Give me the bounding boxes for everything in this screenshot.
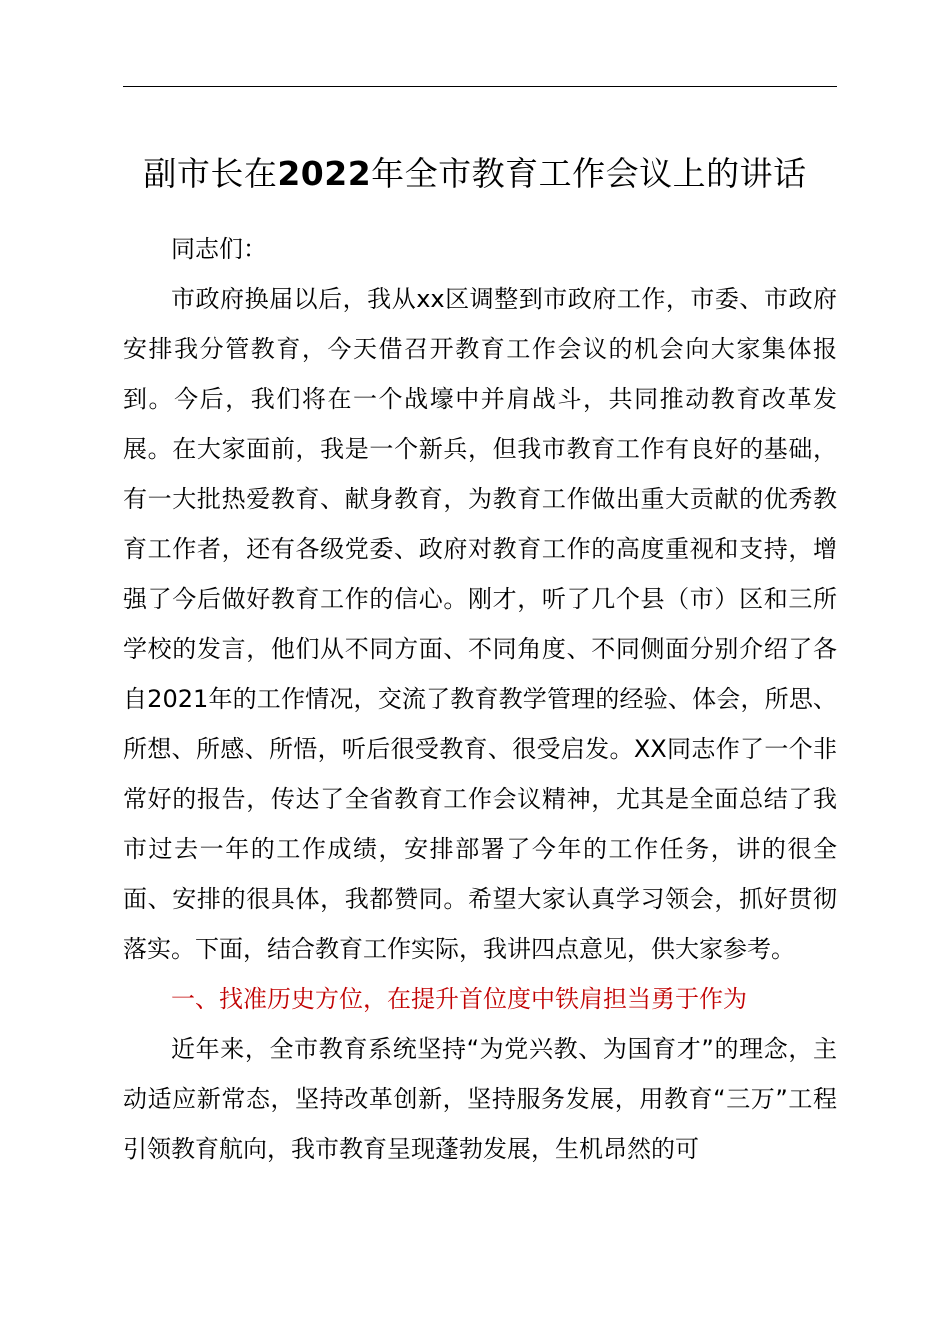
document-title <box>0 150 950 198</box>
paragraph-2: 近年来，全市教育系统坚持“为党兴教、为国育才”的理念，主动适应新常态，坚持改革创新，坚持服务发展，用教育“三万”工程引领教育航向，我市教育呈现蓬勃发展，生机昂然的可 <box>123 1035 837 1163</box>
document-body <box>123 224 837 1174</box>
greeting: 同志们： <box>171 235 267 263</box>
title-suffix: 年全市教育工作会议上的讲话 <box>371 154 807 193</box>
title-prefix: 副市长在 <box>143 154 278 193</box>
title-year: 2022 <box>277 154 372 193</box>
paragraph-1: 市政府换届以后，我从xx区调整到市政府工作，市委、市政府安排我分管教育，今天借召开教育工作会议的机会向大家集体报到。今后，我们将在一个战壕中并肩战斗，共同推动教育改革发展。在大家面前，我是一个新兵，但我市教育工作有良好的基础，有一大批热爱教育、献身教育，为教育工作做出重大贡献的优秀教育工作者，还有各级党委、政府对教育工作的高度重视和支持，增强了今后做好教育工作的信心。刚才，听了几个县（市）区和三所学校的发言，他们从不同方面、不同角度、不同侧面分别介绍了各自2021年的工作情况，交流了教育教学管理的经验、体会，所思、所想、所感、所悟，听后很受教育、很受启发。XX同志作了一个非常好的报告，传达了全省教育工作会议精神，尤其是全面总结了我市过去一年的工作成绩，安排部署了今年的工作任务，讲的很全面、安排的很具体，我都赞同。希望大家认真学习领会，抓好贯彻落实。下面，结合教育工作实际，我讲四点意见，供大家参考。 <box>123 285 837 963</box>
header-rule <box>123 86 837 87</box>
section-heading-1: 一、找准历史方位，在提升首位度中铁肩担当勇于作为 <box>171 985 747 1013</box>
